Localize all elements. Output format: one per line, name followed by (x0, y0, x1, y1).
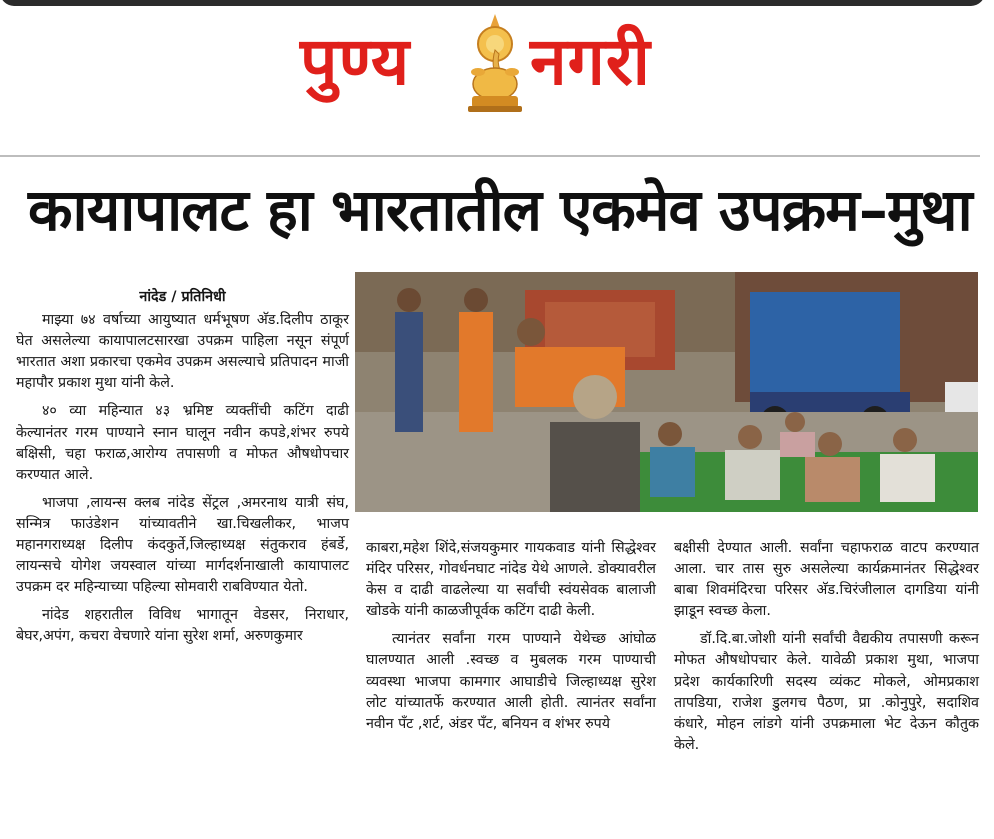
paragraph: बक्षीसी देण्यात आली. सर्वांना चहाफराळ वाटप करण्यात आला. चार तास सुरु असलेल्या कार्यक्रमानंतर सिद्धेश्वर बाबा शिवमंदिरचा परिसर अ‍ॅड.चिरंजीलाल दागडिया यांनी झाडून स्वच्छ केला. (674, 540, 979, 620)
news-photo (355, 272, 978, 512)
paragraph: नांदेड शहरातील विविध भागातून वेडसर, निराधार, बेघर,अपंग, कचरा वेचणारे यांना सुरेश शर्मा, अरुणकुमार (16, 607, 349, 645)
headline: कायापालट हा भारतातील एकमेव उपक्रम–मुथा (28, 176, 972, 244)
article-column-3 (674, 538, 979, 763)
masthead (300, 8, 730, 116)
paragraph: भाजपा ,लायन्स क्लब नांदेड सेंट्रल ,अमरनाथ यात्री संघ, सन्मित्र फाउंडेशन यांच्यावतीने खा.चिखलीकर, भाजप महानगराध्यक्ष दिलीप कंदकुर्ते,जिल्हाध्यक्ष संतुकराव हंबर्डे, लायन्सचे योगेश जयस्वाल यांच्या मार्गदर्शनाखाली कायापालट उपक्रम दर महिन्याच्या पहिल्या सोमवारी राबविण्यात येतो. (16, 494, 349, 596)
paragraph: ४० व्या महिन्यात ४३ भ्रमिष्ट व्यक्तींची कटिंग दाढी केल्यानंतर गरम पाण्याने स्नान घालून नवीन कपडे,शंभर रुपये बक्षिसी, चहा फराळ,आरोग्य तपासणी व मोफत औषधोपचार करण्यात आले. (16, 403, 349, 483)
top-bar-pill (0, 0, 985, 6)
dateline: नांदेड / प्रतिनिधी (139, 289, 226, 305)
masthead-left-word: पुण्य (300, 23, 411, 100)
article-column-2 (366, 538, 656, 742)
paragraph: डॉ.दि.बा.जोशी यांनी सर्वांची वैद्यकीय तपासणी करून मोफत औषधोपचार केले. यावेळी प्रकाश मुथा, भाजपा प्रदेश कार्यकारिणी सदस्य व्यंकट मोकले, ओमप्रकाश तापडिया, राजेश डुलगच पैठण, प्रा .कोनुपुरे, सदाशिव कंधारे, मोहन लांडगे यांनी उपक्रमाला भेट देऊन कौतुक केले. (674, 631, 979, 753)
paragraph: माझ्या ७४ वर्षाच्या आयुष्यात धर्मभूषण अ‍ॅड.दिलीप ठाकूर घेत असलेल्या कायापालटसारखा उपक्रम पाहिला नसून संपूर्ण भारतात अशा प्रकारचा एकमेव उपक्रम असल्याचे प्रतिपादन माजी महापौर प्रकाश मुथा यांनी केले. (16, 312, 349, 392)
masthead-right-word: नगरी (530, 23, 651, 100)
paragraph: त्यानंतर सर्वांना गरम पाण्याने येथेच्छ आंघोळ घालण्यात आली .स्वच्छ व मुबलक गरम पाण्याची व्यवस्था भाजपा कामगार आघाडीचे जिल्हाध्यक्ष सुरेश लोट यांच्यातर्फे करण्यात आली होती. त्यानंतर सर्वांना नवीन पँट ,शर्ट, अंडर पँट, बनियन व शंभर रुपये (366, 631, 656, 732)
header-divider (0, 155, 980, 157)
ganesha-logo-icon (460, 10, 530, 114)
photo-illustration (355, 272, 978, 512)
article-column-1 (16, 287, 349, 655)
paragraph: काबरा,महेश शिंदे,संजयकुमार गायकवाड यांनी सिद्धेश्वर मंदिर परिसर, गोवर्धनघाट नांदेड येथे आणले. डोक्यावरील केस व दाढी वाढलेल्या या सर्वांची स्वंयसेवक बालाजी खोडके यांनी काळजीपूर्वक कटिंग दाढी केली. (366, 540, 656, 620)
